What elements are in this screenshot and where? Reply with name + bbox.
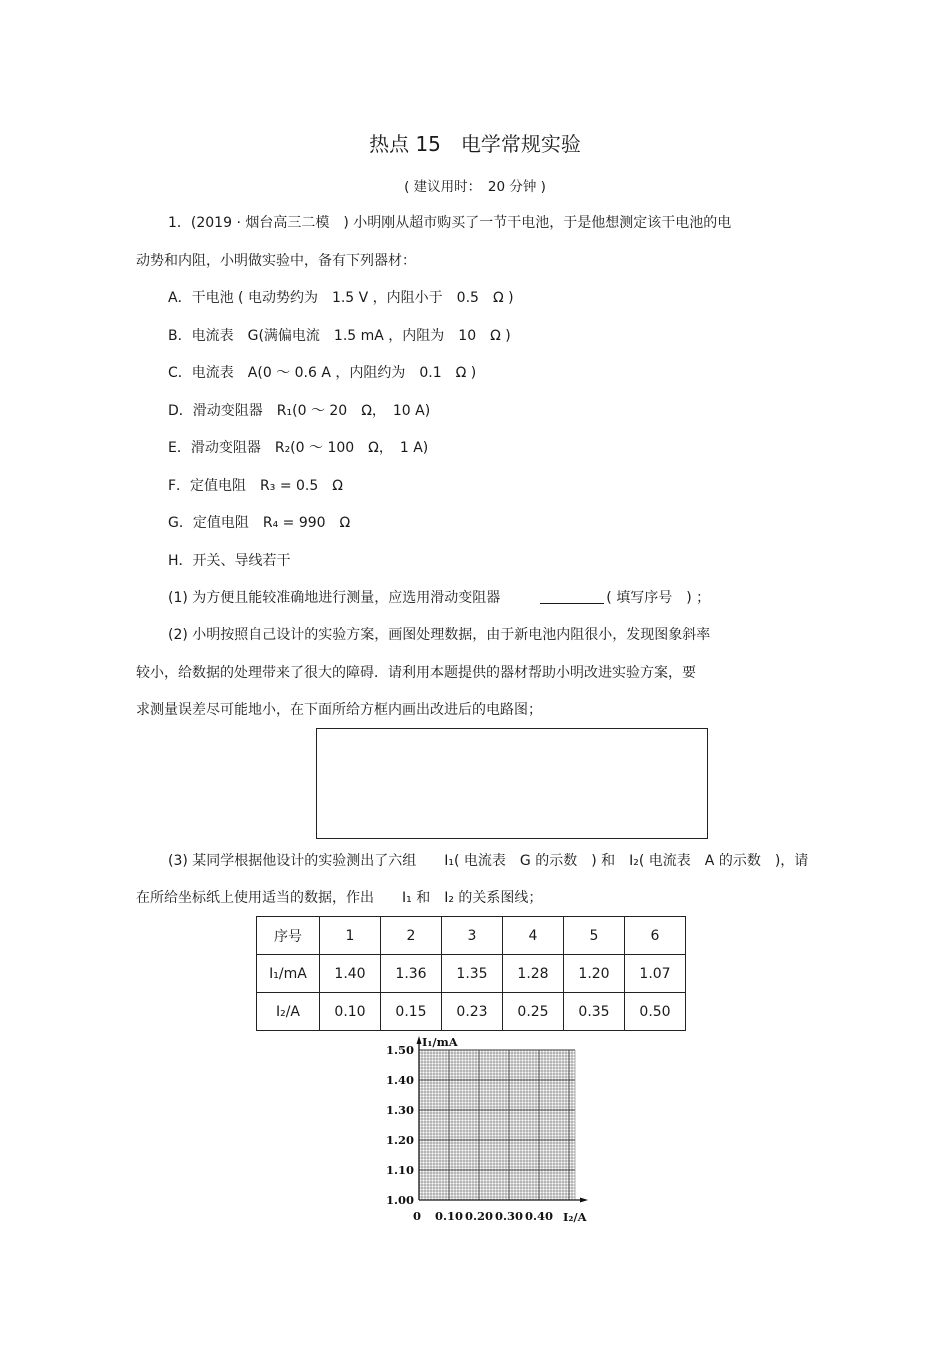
part1-suffix: ( 填写序号 ) ； bbox=[606, 590, 711, 606]
table-col-1: 1 bbox=[320, 917, 381, 955]
table-col-6: 6 bbox=[625, 917, 686, 955]
x-tick-label: 0.20 bbox=[464, 1209, 494, 1223]
origin-label: 0 bbox=[412, 1209, 422, 1223]
table-cell: 1.40 bbox=[320, 955, 381, 993]
table-cell: 0.25 bbox=[503, 993, 564, 1031]
table-cell: 0.35 bbox=[564, 993, 625, 1031]
x-tick-label: 0.10 bbox=[434, 1209, 464, 1223]
question-intro-line1: 1．(2019 · 烟台高三二模 ) 小明刚从超市购买了一节干电池，于是他想测定该干电池的电 bbox=[168, 215, 732, 231]
x-axis-arrow bbox=[580, 1198, 588, 1203]
table-col-2: 2 bbox=[381, 917, 442, 955]
part1-line bbox=[168, 587, 710, 607]
part2-line1: (2) 小明按照自己设计的实验方案，画图处理数据，由于新电池内阻很小，发现图象斜率 bbox=[168, 627, 711, 643]
y-axis-arrow bbox=[417, 1036, 422, 1044]
part2-line2: 较小，给数据的处理带来了很大的障碍．请利用本题提供的器材帮助小明改进实验方案，要 bbox=[136, 665, 696, 681]
option-c: C．电流表 A(0 ～ 0.6 A ，内阻约为 0.1 Ω ) bbox=[168, 365, 477, 381]
part3-line2: 在所给坐标纸上使用适当的数据，作出 I₁ 和 I₂ 的关系图线； bbox=[136, 890, 543, 906]
y-tick-label: 1.40 bbox=[385, 1073, 414, 1087]
table-cell: 1.20 bbox=[564, 955, 625, 993]
circuit-diagram-box[interactable] bbox=[316, 728, 708, 839]
table-header-label: 序号 bbox=[257, 917, 320, 955]
table-col-5: 5 bbox=[564, 917, 625, 955]
table-header-row bbox=[257, 917, 686, 955]
table-cell: 1.07 bbox=[625, 955, 686, 993]
answer-blank[interactable] bbox=[540, 589, 604, 604]
y-tick-label: 1.20 bbox=[385, 1133, 414, 1147]
grid-lines bbox=[419, 1050, 575, 1200]
table-cell: 0.15 bbox=[381, 993, 442, 1031]
table-cell: 0.50 bbox=[625, 993, 686, 1031]
y-tick-label: 1.30 bbox=[385, 1103, 414, 1117]
option-d: D．滑动变阻器 R₁(0 ～ 20 Ω， 10 A) bbox=[168, 403, 431, 419]
x-axis-label: I₂/A bbox=[563, 1210, 587, 1224]
table-col-4: 4 bbox=[503, 917, 564, 955]
table-row bbox=[257, 955, 686, 993]
option-f: F．定值电阻 R₃ = 0.5 Ω bbox=[168, 478, 343, 494]
data-table bbox=[256, 916, 686, 1031]
table-cell: 1.36 bbox=[381, 955, 442, 993]
option-b: B．电流表 G(满偏电流 1.5 mA ，内阻为 10 Ω ) bbox=[168, 328, 511, 344]
table-row-label-i2: I₂/A bbox=[257, 993, 320, 1031]
question-intro-line2: 动势和内阻，小明做实验中，备有下列器材： bbox=[136, 253, 416, 269]
table-cell: 0.10 bbox=[320, 993, 381, 1031]
y-tick-label: 1.10 bbox=[385, 1163, 414, 1177]
x-tick-label: 0.40 bbox=[524, 1209, 554, 1223]
table-row bbox=[257, 993, 686, 1031]
suggested-time: ( 建议用时： 20 分钟 ) bbox=[404, 179, 546, 195]
table-cell: 1.35 bbox=[442, 955, 503, 993]
option-h: H．开关、导线若干 bbox=[168, 553, 291, 569]
table-cell: 1.28 bbox=[503, 955, 564, 993]
page-title: 热点 15 电学常规实验 bbox=[369, 132, 581, 156]
table-row-label-i1: I₁/mA bbox=[257, 955, 320, 993]
y-tick-label: 1.00 bbox=[385, 1193, 414, 1207]
x-tick-label: 0.30 bbox=[494, 1209, 524, 1223]
y-axis-label: I₁/mA bbox=[422, 1035, 458, 1049]
option-a: A．干电池 ( 电动势约为 1.5 V ，内阻小于 0.5 Ω ) bbox=[168, 290, 514, 306]
option-g: G．定值电阻 R₄ = 990 Ω bbox=[168, 515, 351, 531]
y-tick-label: 1.50 bbox=[385, 1043, 414, 1057]
graph-paper[interactable] bbox=[380, 1034, 600, 1230]
part1-text: (1) 为方便且能较准确地进行测量，应选用滑动变阻器 bbox=[168, 590, 501, 606]
part3-line1: (3) 某同学根据他设计的实验测出了六组 I₁( 电流表 G 的示数 ) 和 I₂( 电流表 A 的示数 )，请 bbox=[168, 853, 809, 869]
axes bbox=[417, 1036, 589, 1203]
part2-line3: 求测量误差尽可能地小，在下面所给方框内画出改进后的电路图； bbox=[136, 702, 542, 718]
option-e: E．滑动变阻器 R₂(0 ～ 100 Ω， 1 A) bbox=[168, 440, 429, 456]
table-cell: 0.23 bbox=[442, 993, 503, 1031]
table-col-3: 3 bbox=[442, 917, 503, 955]
